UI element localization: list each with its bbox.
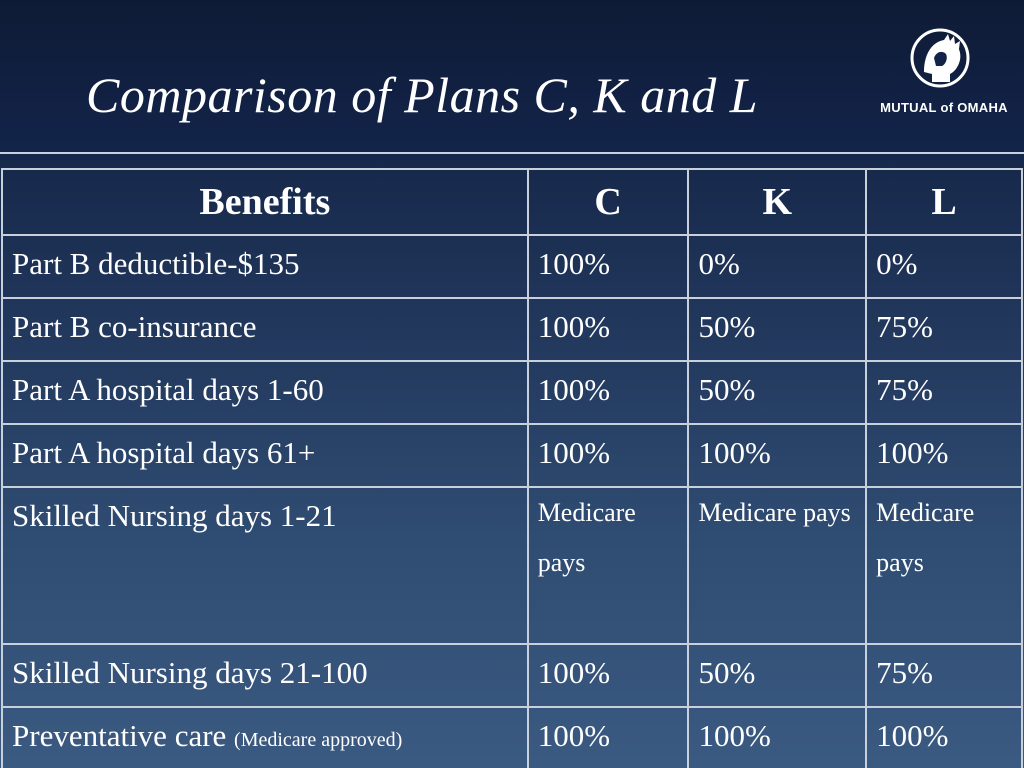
chief-head-logo-icon [910,28,970,92]
table-row [2,361,1022,424]
logo-wordmark: MUTUAL of OMAHA [880,100,1008,115]
benefit-cell [2,707,528,768]
column-header-plan-l: L [866,169,1022,235]
plan-c-cell: 100% [528,235,689,298]
benefit-cell: Part B deductible-$135 [2,235,528,298]
benefit-cell: Part B co-insurance [2,298,528,361]
plan-c-cell: 100% [528,644,689,707]
plan-k-cell: 0% [688,235,866,298]
table-row [2,298,1022,361]
table-row [2,487,1022,644]
plan-l-cell: 100% [866,707,1022,768]
plan-c-cell: 100% [528,298,689,361]
table-row [2,707,1022,768]
plan-k-cell: 50% [688,644,866,707]
table-row [2,644,1022,707]
plan-k-cell: Medicare pays [688,487,866,644]
benefit-cell: Part A hospital days 61+ [2,424,528,487]
column-header-plan-c: C [528,169,689,235]
plan-c-cell: Medicare pays [528,487,689,644]
plan-k-cell: 100% [688,424,866,487]
column-header-plan-k: K [688,169,866,235]
plan-l-cell: 0% [866,235,1022,298]
plan-c-cell: 100% [528,707,689,768]
plan-c-cell: 100% [528,424,689,487]
benefit-cell: Skilled Nursing days 21-100 [2,644,528,707]
plan-c-cell: 100% [528,361,689,424]
column-header-benefits: Benefits [2,169,528,235]
benefit-label: Preventative care [12,718,227,753]
plan-l-cell: 75% [866,361,1022,424]
slide-title: Comparison of Plans C, K and L [86,67,759,123]
plan-k-cell: 100% [688,707,866,768]
table-row [2,235,1022,298]
plan-comparison-table [1,168,1023,768]
benefit-cell: Part A hospital days 1-60 [2,361,528,424]
plan-k-cell: 50% [688,298,866,361]
benefit-note: (Medicare approved) [234,729,403,751]
plan-l-cell: Medicare pays [866,487,1022,644]
plan-l-cell: 75% [866,644,1022,707]
plan-k-cell: 50% [688,361,866,424]
plan-l-cell: 100% [866,424,1022,487]
plan-l-cell: 75% [866,298,1022,361]
benefit-cell: Skilled Nursing days 1-21 [2,487,528,644]
table-header-row [2,169,1022,235]
table-row [2,424,1022,487]
header-divider [0,152,1024,154]
company-logo [880,28,1008,124]
